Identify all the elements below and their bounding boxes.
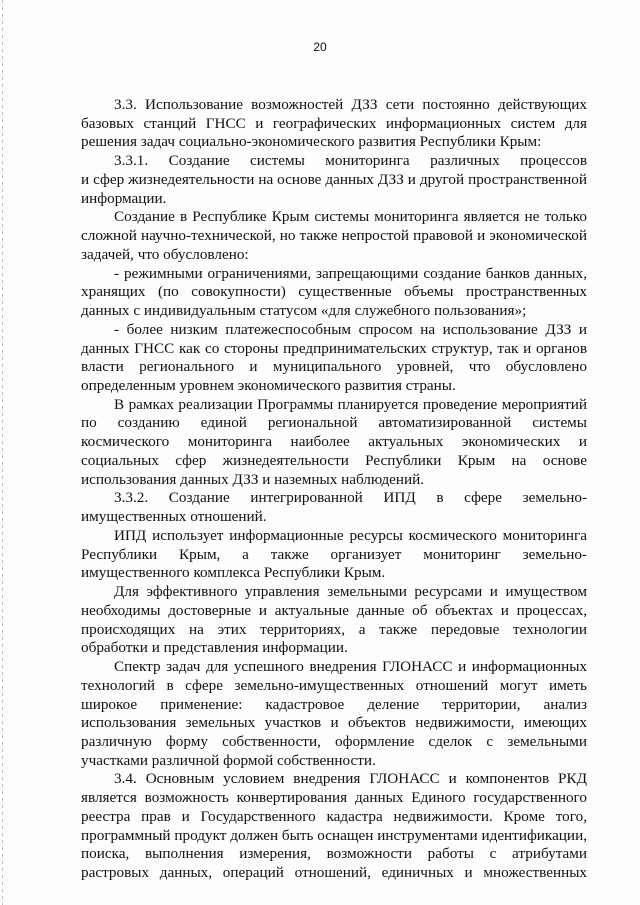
text-line: задачей, что обусловлено: [81, 245, 249, 263]
text-line: социальных сфер жизнедеятельности Республики Крым на основе [81, 451, 587, 469]
text-line: имущественных отношений. [81, 508, 267, 526]
text-line: программный продукт должен быть оснащен инструментами идентификации, [81, 826, 587, 844]
text-line: происходящих на этих территориях, а также передовые технологии [81, 620, 587, 638]
scan-edge [2, 0, 3, 905]
text-line: - более низким платежеспособным спросом на использование ДЗЗ и [114, 320, 587, 338]
text-line: Республики Крым, а также организует мониторинг земельно- [81, 545, 587, 563]
text-line: использования земельных участков и объектов недвижимости, имеющих [81, 714, 587, 732]
text-line: различную форму собственности, оформление сделок с земельными [81, 732, 587, 750]
text-line: - режимными ограничениями, запрещающими создание банков данных, [114, 264, 587, 282]
text-line: по созданию единой региональной автоматизированной системы [81, 414, 587, 432]
text-line: 3.3.1. Создание системы мониторинга различных процессов [114, 152, 587, 170]
text-line: данных ГНСС как со стороны предпринимательских структур, так и органов [81, 339, 587, 357]
text-line: технологий в сфере земельно-имущественных отношений могут иметь [81, 676, 587, 694]
text-line: растровых данных, операций отношений, единичных и множественных [81, 864, 587, 882]
text-line: и сфер жизнедеятельности на основе данных ДЗЗ и другой пространственной [81, 170, 587, 188]
text-line: сложной научно-технической, но также непростой правовой и экономической [81, 227, 587, 245]
text-line: реестра прав и Государственного кадастра недвижимости. Кроме того, [81, 807, 587, 825]
text-line: 3.4. Основным условием внедрения ГЛОНАСС и компонентов РКД [114, 770, 587, 788]
text-line: определенным уровнем экономического развития страны. [81, 377, 456, 395]
text-line: является возможность конвертирования данных Единого государственного [81, 789, 587, 807]
text-line: 3.3. Использование возможностей ДЗЗ сети постоянно действующих [114, 96, 587, 113]
page-number: 20 [313, 40, 327, 54]
text-line: широкое применение: кадастровое деление территории, анализ [81, 695, 587, 713]
text-line: использования данных ДЗЗ и наземных наблюдений. [81, 470, 425, 488]
text-line: решения задач социально-экономического развития Республики Крым: [81, 133, 542, 151]
text-line: поиска, выполнения измерения, возможности работы с атрибутами [81, 845, 587, 863]
text-line: информации. [81, 189, 167, 207]
text-line: участками различной формой собственности. [81, 751, 376, 769]
text-line: имущественного комплекса Республики Крым. [81, 564, 386, 582]
text-line: необходимы достоверные и актуальные данные об объектах и процессах, [81, 601, 587, 619]
text-line: 3.3.2. Создание интегрированной ИПД в сфере земельно- [114, 489, 587, 507]
text-line: данных с индивидуальным статусом «для служебного пользования»; [81, 302, 527, 320]
text-line: космического мониторинга наиболее актуальных экономических и [81, 433, 587, 451]
text-line: хранящих (по совокупности) существенные объемы пространственных [81, 283, 587, 301]
text-line: Создание в Республике Крым системы мониторинга является не только [114, 208, 587, 226]
text-line: базовых станций ГНСС и географических информационных систем для [81, 114, 587, 132]
text-line: В рамках реализации Программы планируется проведение мероприятий [114, 395, 587, 413]
text-line: Спектр задач для успешного внедрения ГЛОНАСС и информационных [114, 658, 587, 676]
text-line: обработки и представления информации. [81, 639, 348, 657]
document-body [81, 96, 587, 883]
text-line: ИПД использует информационные ресурсы космического мониторинга [114, 526, 587, 544]
text-line: Для эффективного управления земельными ресурсами и имуществом [114, 583, 587, 601]
text-line: власти регионального и муниципального уровней, что обусловлено [81, 358, 587, 376]
